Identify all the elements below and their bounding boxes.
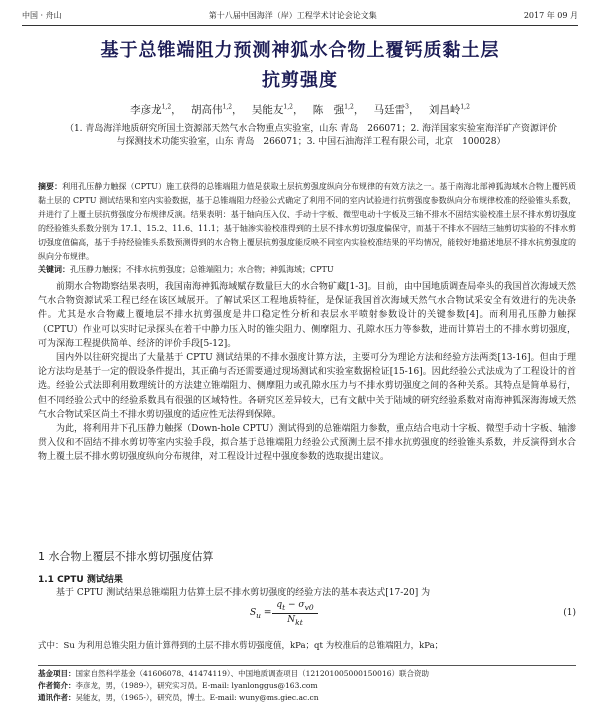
equation-denominator: $N_{kt}$ xyxy=(287,614,303,627)
paragraph: 为此，将利用井下孔压静力触探（Down-hole CPTU）测试得到的总锥端阻力参数，重点结合电动十字板、微型手动十字板、轴渗贯入仪和不固结不排水剪切等室内实验手段，拟合基于总锥端阻力经验公式预测土层不排水抗剪强度的经验锥头系数，并反演得到水合物上覆土层不排水剪切强度纵向分布规律，对工程设计过程中强度参数的选取提出建议。 xyxy=(38,424,576,463)
equation-fraction xyxy=(272,600,318,627)
affiliations: （1. 青岛海洋地质研究所国土资源部天然气水合物重点实验室，山东 青岛 266071；2. 海洋国家实验室海洋矿产资源评价与探测技术功能实验室，山东 青岛 266071；3. 中国石油海洋工程有限公司，北京 100028） xyxy=(64,124,558,147)
abstract-text: 利用孔压静力触探（CPTU）施工获得的总锥端阻力值是获取土层抗剪强度纵向分布规律的有效方法之一。基于南海北部神狐海域水合物上覆钙质黏土层的 CPTU 测试结果和室内实验数据，基于总锥端阻力经验公式确定了利用不同的室内试验进行抗剪强度参数纵向分布规律校准的经验锥头系数，并进行了上覆土层抗剪强度分布规律反演。结果表明：基于轴向压入仪、手动十字板、微型电动十字板及三轴不排水不固结实验校准土层不排水剪切强度的经验锥头系数分别为 17.1、15.2、11.6、11.1；基于轴渗实验校准得到的土层不排水剪切强度偏保守，而基于不排水不固结三轴剪切实验的不排水剪切强度值偏高，基于手持经验锥头系数预测得到的水合物上覆层抗剪强度能反映不同室内实验校准结果的平均情况，能较好地描述地层不排水抗剪强度的纵向分布规律。 xyxy=(38,182,577,261)
section-heading-1-1: 1.1 CPTU 测试结果 xyxy=(38,575,123,585)
author: 陈 强$^{1,2}$ xyxy=(312,103,354,116)
footnotes xyxy=(38,665,576,704)
abstract-label: 摘要： xyxy=(38,182,63,191)
header-center: 第十八届中国海洋（岸）工程学术讨论会论文集 xyxy=(208,10,377,20)
header-right: 2017 年 09 月 xyxy=(523,10,578,20)
author-list: 李彦龙$^{1,2}$， 胡高伟$^{1,2}$， 吴能友$^{1,2}$， 陈 强$^{1,2}$， 马廷雷$^3$， 刘昌岭$^{1,2}$ xyxy=(130,103,470,116)
footnote-funding: 基金项目：国家自然科学基金（41606078、41474119）、中国地质调查项目（121201005000150016）联合资助 xyxy=(38,669,429,678)
author: 胡高伟$^{1,2}$ xyxy=(191,103,233,116)
equation-lhs: $S_u$ = xyxy=(250,608,272,620)
paragraph: 国内外以往研究提出了大量基于 CPTU 测试结果的不排水强度计算方法，主要可分为理论方法和经验方法两类[13-16]。但由于理论方法均是基于一定的假设条件提出，其正确与否还需要通过现场测试和实验室数据检证[15-16]。因此经验公式法成为了工程设计的首选。经验公式法即利用数理统计的方法建立锥端阻力、侧摩阻力或孔隙水压力与不排水剪切强度之间的各种关系。其特点是简单易行，但不同经验公式中的经验系数具有很强的区域特性。各研究区差异较大，已有文献中关于陆域的研究经验系数对南海神狐深海海域天然气水合物试采区尚土不排水剪切强度的适应性无法得到保障。 xyxy=(38,353,576,420)
author: 刘昌岭$^{1,2}$ xyxy=(428,103,470,116)
title-line-1: 基于总锥端阻力预测神狐水合物上覆钙质黏土层 xyxy=(100,40,500,61)
author: 吴能友$^{1,2}$ xyxy=(251,103,293,116)
section-heading-1: 1 水合物上覆层不排水剪切强度估算 xyxy=(38,550,214,563)
running-header xyxy=(22,8,578,26)
section-intro: 基于 CPTU 测试结果总锥端阻力估算土层不排水剪切强度的经验方法的基本表达式[17-20] 为 xyxy=(56,588,431,598)
paragraph: 前期水合物勘察结果表明，我国南海神狐海域赋存数量巨大的水合物矿藏[1-3]。目前，由中国地质调查局牵头的我国首次海域天然气水合物资源试采工程已经在该区域展开。了解试采区工程地质特征，是保证我国首次海域天然气水合物试采安全有效进行的先决条件。尤其是水合物藏上覆地层不排水抗剪强度是井口稳定性分析和表层水平喷射参数设计的关键参数[4]。而利用孔压静力触探（CPTU）作业可以实时记录探头在着干中静力压入时的锥尖阻力、侧摩阻力、孔隙水压力等参数，进而计算岩土的不排水剪切强度，可为深海工程提供简单、经济的评价手段[5-12]。 xyxy=(38,282,576,349)
keywords-text: 孔压静力触探；不排水抗剪强度；总锥端阻力；水合物；神狐海域；CPTU xyxy=(70,265,334,274)
fraction-bar xyxy=(272,613,318,614)
paper-title xyxy=(30,36,570,96)
keywords-label: 关键词： xyxy=(38,265,70,274)
author: 李彦龙$^{1,2}$ xyxy=(130,103,172,116)
author: 马廷雷$^3$ xyxy=(373,103,409,116)
header-left: 中国 · 舟山 xyxy=(22,10,62,20)
equation xyxy=(250,600,350,630)
footnote-correspondence: 通讯作者：吴能友，男，（1965-），研究员，博士。E-mail: wuny@ms.giec.ac.cn xyxy=(38,693,319,702)
body-text xyxy=(38,280,576,465)
keywords xyxy=(38,264,576,276)
equation-definitions: 式中：Su 为利用总锥尖阻力值计算得到的土层不排水剪切强度值，kPa；qt 为校准后的总锥端阻力，kPa； xyxy=(38,641,444,651)
equation-numerator: $q_t - \sigma_{v0}$ xyxy=(276,600,314,612)
title-line-2: 抗剪强度 xyxy=(262,70,338,91)
abstract xyxy=(38,180,576,264)
footnote-author: 作者简介：李彦龙，男，（1989-），研究实习员。E-mail: lyanlonggus@163.com xyxy=(38,681,318,690)
equation-number: (1) xyxy=(563,608,576,618)
